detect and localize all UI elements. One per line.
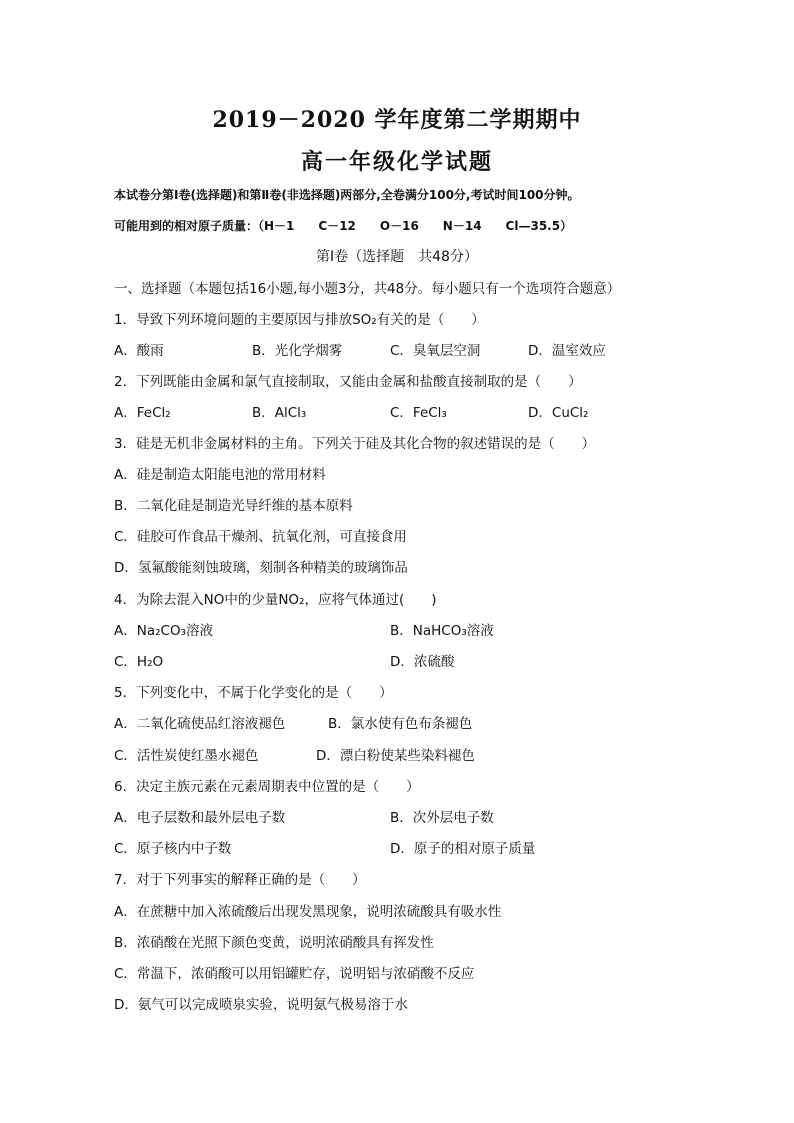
question-stem: 1．导致下列环境问题的主要原因与排放SO₂有关的是（ ） — [114, 312, 485, 328]
option-b: B．浓硝酸在光照下颜色变黄，说明浓硝酸具有挥发性 — [114, 935, 434, 951]
option-c: C．原子核内中子数 — [114, 841, 232, 857]
option-a: A．硅是制造太阳能电池的常用材料 — [114, 467, 326, 483]
option-a: A．电子层数和最外层电子数 — [114, 810, 286, 826]
option-c: C．活性炭使红墨水褪色 — [114, 748, 259, 764]
option-b: B．AlCl₃ — [252, 405, 307, 421]
section-heading: 一、选择题（本题包括16小题,每小题3分，共48分。每小题只有一个选项符合题意） — [114, 281, 621, 297]
option-c: C．H₂O — [114, 654, 164, 670]
option-d: D．原子的相对原子质量 — [390, 841, 536, 857]
exam-title-year: 2019－2020 学年度第二学期期中 — [212, 107, 582, 133]
question-stem: 5．下列变化中，不属于化学变化的是（ ） — [114, 685, 393, 701]
option-d: D．漂白粉使某些染料褪色 — [316, 748, 475, 764]
option-d: D．浓硫酸 — [390, 654, 455, 670]
option-b: B．NaHCO₃溶液 — [390, 623, 494, 639]
option-a: A．酸雨 — [114, 343, 164, 359]
option-c: C．FeCl₃ — [390, 405, 447, 421]
question-stem: 6．决定主族元素在元素周期表中位置的是（ ） — [114, 779, 420, 795]
option-b: B．光化学烟雾 — [252, 343, 343, 359]
option-a: A．二氧化硫使品红溶液褪色 — [114, 716, 286, 732]
part1-heading: 第Ⅰ卷（选择题 共48分） — [316, 249, 478, 265]
option-a: A．在蔗糖中加入浓硫酸后出现发黑现象，说明浓硫酸具有吸水性 — [114, 904, 502, 920]
question-stem: 3．硅是无机非金属材料的主角。下列关于硅及其化合物的叙述错误的是（ ） — [114, 436, 596, 452]
option-d: D．温室效应 — [528, 343, 606, 359]
exam-note: 本试卷分第Ⅰ卷(选择题)和第Ⅱ卷(非选择题)两部分,全卷满分100分,考试时间100分钟。 — [114, 188, 580, 202]
option-a: A．Na₂CO₃溶液 — [114, 623, 213, 639]
option-b: B．二氧化硅是制造光导纤维的基本原料 — [114, 498, 353, 514]
question-stem: 2．下列既能由金属和氯气直接制取，又能由金属和盐酸直接制取的是（ ） — [114, 374, 582, 390]
option-d: D．氢氟酸能刻蚀玻璃，刻制各种精美的玻璃饰品 — [114, 560, 408, 576]
question-stem: 4．为除去混入NO中的少量NO₂，应将气体通过( ) — [114, 592, 437, 608]
option-b: B．氯水使有色布条褪色 — [328, 716, 473, 732]
option-d: D．CuCl₂ — [528, 405, 589, 421]
option-d: D．氨气可以完成喷泉实验，说明氨气极易溶于水 — [114, 997, 408, 1013]
option-a: A．FeCl₂ — [114, 405, 171, 421]
exam-title-subject: 高一年级化学试题 — [300, 149, 493, 175]
option-c: C．臭氧层空洞 — [390, 343, 481, 359]
option-c: C．常温下，浓硝酸可以用铝罐贮存，说明铝与浓硝酸不反应 — [114, 966, 475, 982]
option-c: C．硅胶可作食品干燥剂、抗氧化剂，可直接食用 — [114, 529, 407, 545]
question-stem: 7．对于下列事实的解释正确的是（ ） — [114, 872, 366, 888]
atomic-masses: 可能用到的相对原子质量：（H－1 C－12 O－16 N－14 Cl—35.5） — [114, 219, 573, 233]
option-b: B．次外层电子数 — [390, 810, 494, 826]
